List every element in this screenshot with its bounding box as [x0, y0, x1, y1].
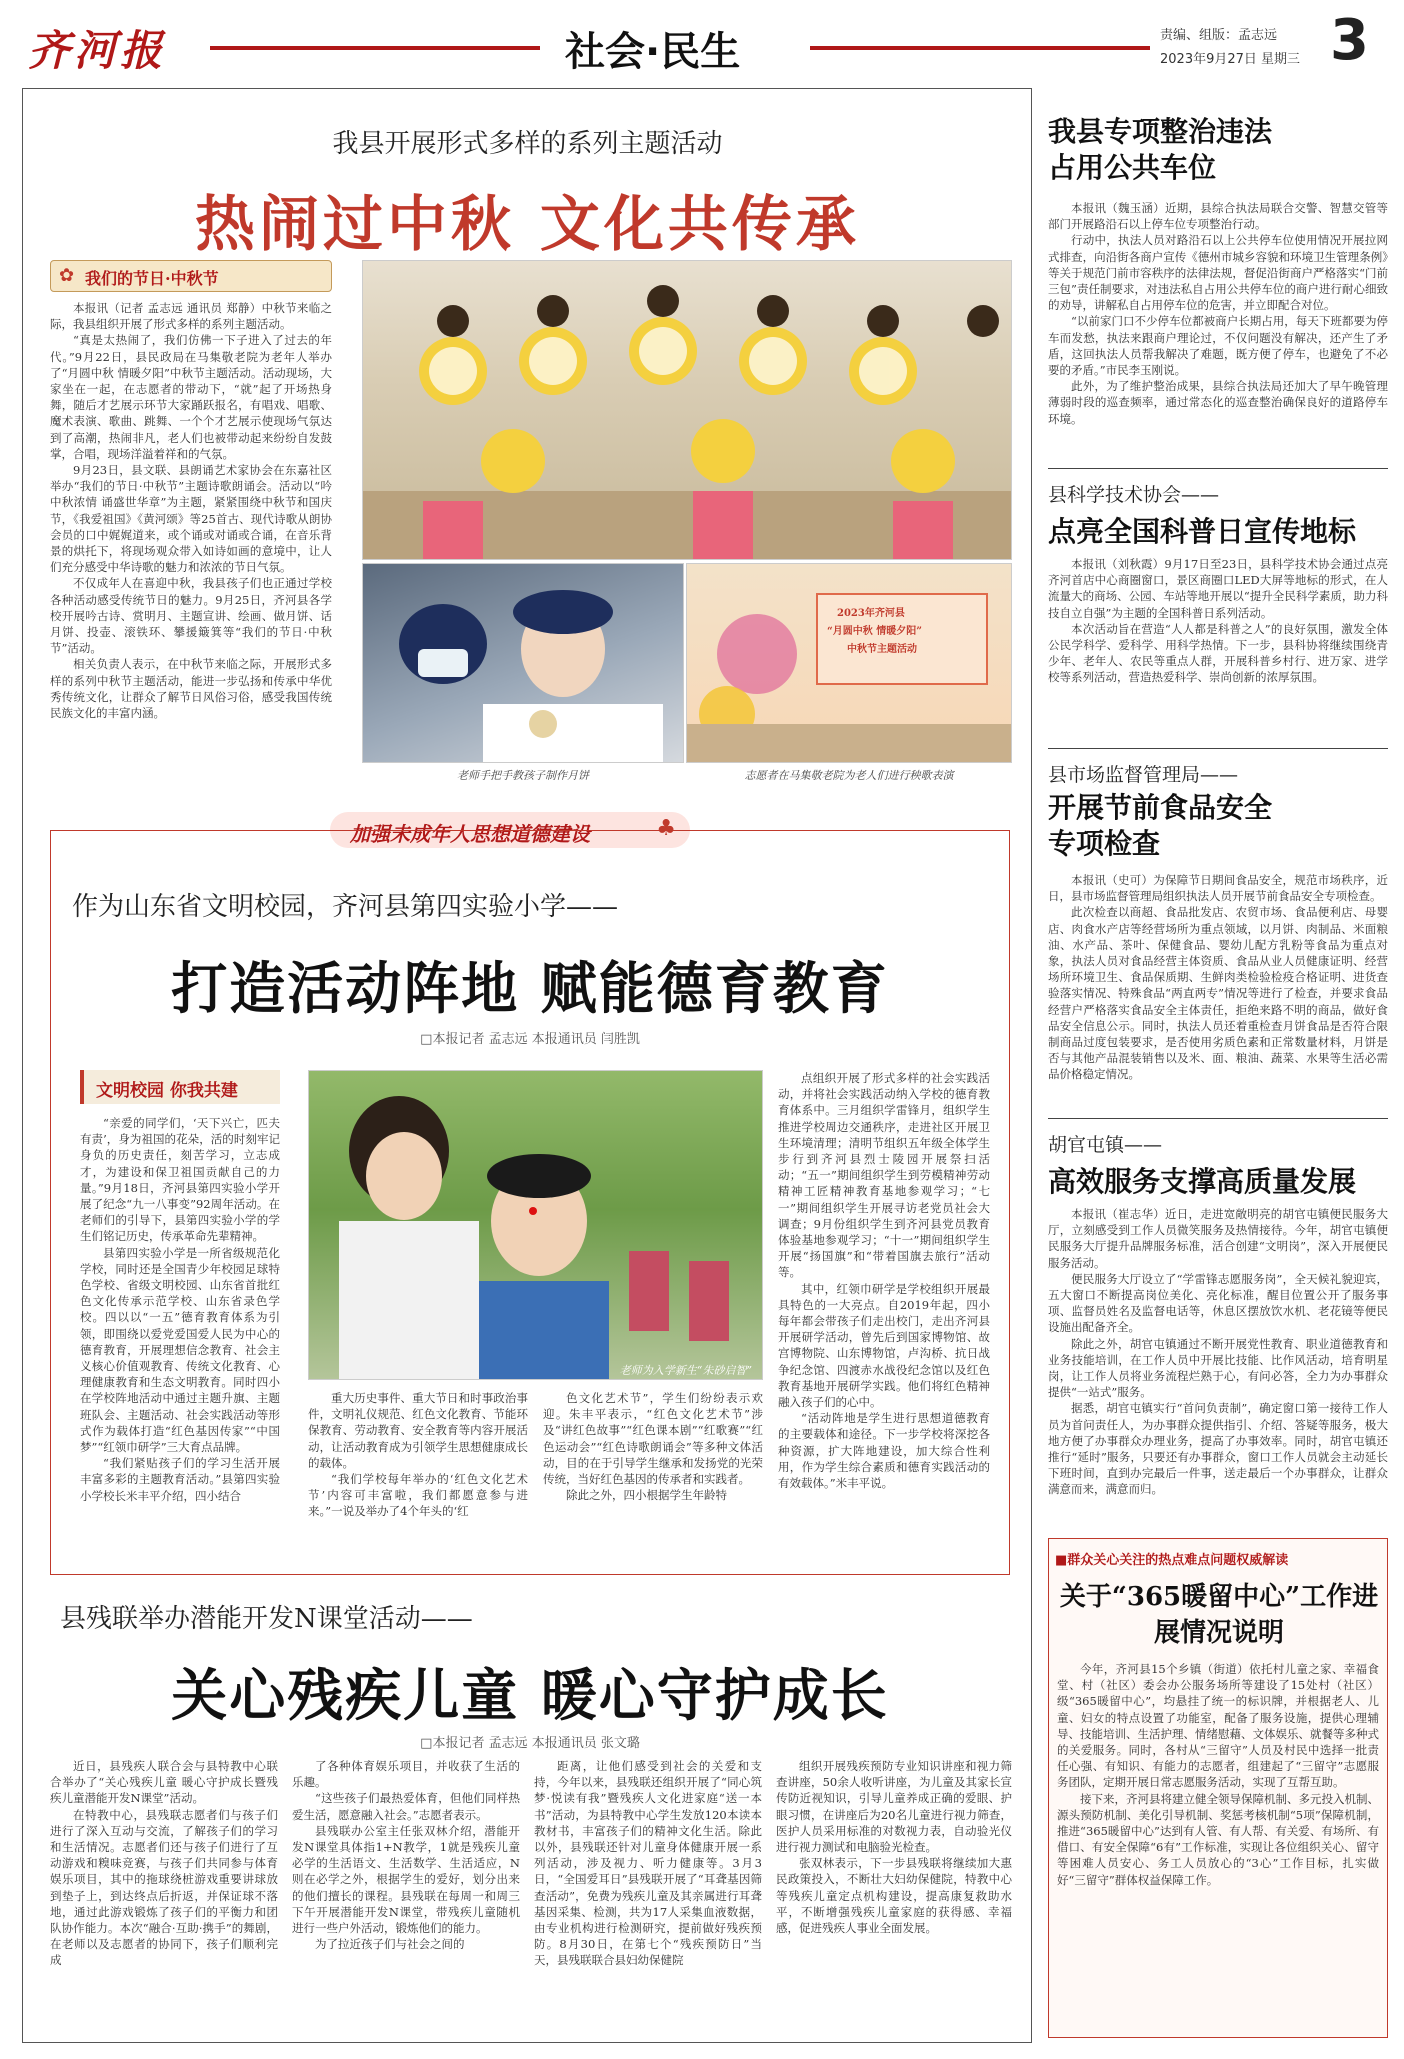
- body-paragraph: 本报讯（刘秋霞）9月17日至23日，县科学技术协会通过点亮齐河首店中心商圈窗口，景区商圈口LED大屏等地标的形式，在人流量大的商场、公园、车站等地开展以“提升全民科学素质，助力科技自立自强”为主题的全国科普日系列活动。: [1048, 557, 1388, 620]
- article-body-col3: [534, 1758, 762, 2036]
- photo-elderly-yangge-show: [686, 563, 1012, 763]
- article-body: [50, 300, 332, 790]
- brief-kicker: 县市场监督管理局——: [1048, 764, 1239, 786]
- body-paragraph: 行动中，执法人员对路沿石以上公共停车位使用情况开展拉网式排查，向沿街各商户宣传《德州市城乡容貌和环境卫生管理条例》等关于规范门前市容秩序的法律法规，督促沿街商户严格落实“门前三包”责任制要求，对违法私自占用公共停车位的商户进行耐心细致的劝导，讲解私自占用停车位的危害，并立即配合对位。: [1048, 233, 1388, 313]
- body-paragraph: 县第四实验小学是一所省级规范化学校，同时还是全国青少年校园足球特色学校、省级文明校园、山东省首批红色文化传承示范学校、山东省录色学校。四以以“一五”德育教育体系为引领，即围绕以爱党爱国爱人民为中心的德育教育，开展理想信念教育、社会主义核心价值观教育、传统文化教育、心理健康教育和生态文明教育。同时四小在学校阵地活动中通过主题升旗、主题班队会、主题活动、社会实践活动等形式作为载体打造“红色基因传家”“中国梦”“红领巾研学”三大育点品牌。: [80, 1245, 280, 1455]
- civility-badge: [80, 1070, 280, 1104]
- stage-banner-line1: 2023年齐河县: [837, 608, 905, 619]
- body-paragraph: 其中，红领巾研学是学校组织开展最具特色的一大亮点。自2019年起，四小每年都会带孩子们走出校门，走出齐河县开展研学活动，曾先后到国家博物馆、故宫博物院、山东博物馆，卢沟桥、抗日战争纪念馆、四渡赤水战役纪念馆以及红色教育基地开展研学实践。他们将红色精神融入孩子们的心中。: [778, 1281, 990, 1410]
- teacher-child-illustration: [363, 564, 684, 763]
- editor-credit: 责编、组版：孟志远: [1160, 28, 1278, 43]
- body-paragraph: 接下来，齐河县将建立健全领导保障机制、多元投入机制、源头预防机制、美化引导机制、奖惩考核机制“5项”保障机制，推进“365暖留中心”达到有人管、有人帮、有关爱、有场所、有借口、有安全保障“6有”工作标准，实现让各位组织关心、留守等困难人员安心、务工人员放心的“3心”工作目标，扎实做好“三留守”群体权益保障工作。: [1057, 1791, 1379, 1887]
- brief-parking: [1048, 88, 1388, 468]
- body-paragraph: “我们紧贴孩子们的学习生活开展丰富多彩的主题教育活动。”县第四实验小学校长米丰平介绍，四小结合: [80, 1456, 280, 1503]
- explainer-label: ■群众关心关注的热点难点问题权威解读: [1055, 1553, 1289, 1568]
- body-paragraph: 此外，为了维护整治成果，县综合执法局还加大了早午晚管理薄弱时段的巡查频率，通过常态化的巡查整治确保良好的道路停车环境。: [1048, 379, 1388, 426]
- article-byline: □本报记者 孟志远 本报通讯员 闫胜凯: [420, 1032, 640, 1047]
- body-paragraph: “以前家门口不少停车位都被商户长期占用，每天下班都要为停车而发愁，执法来跟商户理论过，不仅问题没有解决，还产生了矛盾，这回执法人员帮我解决了难题，既方便了停车，也避免了不必要的矛盾。”市民李玉刚说。: [1048, 314, 1388, 378]
- children-icon: ♣: [656, 816, 676, 841]
- article-kicker: 作为山东省文明校园，齐河县第四实验小学——: [72, 892, 619, 922]
- article-byline: □本报记者 孟志远 本报通讯员 张文璐: [420, 1736, 640, 1751]
- brief-headline: 点亮全国科普日宣传地标: [1048, 515, 1357, 548]
- brief-huguantun-service: [1048, 1126, 1388, 1536]
- body-paragraph: 色文化艺术节”，学生们纷纷表示欢迎。朱丰平表示，“红色文化艺术节”涉及“讲红色故事”“红色课本剧”“红歌赛”“红色运动会”“红色诗歌朗诵会”等多种文体活动，目的在于引导学生继承和发扬党的光荣传统，当好红色基因的传承者和实践者。: [543, 1391, 763, 1487]
- divider: [1048, 748, 1388, 749]
- body-paragraph: 此次检查以商超、食品批发店、农贸市场、食品便利店、母婴店、肉食水产店等经营场所为重点领域，以月饼、肉制品、米面粮油、水产品、茶叶、保健食品、婴幼儿配方乳粉等食品为重点对象，执法人员对食品经营主体资质、食品从业人员健康证明、经营场所环境卫生、食品保质期、生鲜肉类检验检疫合格证明、进货查验落实情况、特殊食品“两直两专”情况等进行了检查，并要求食品经营户严格落实食品安全主体责任，拒绝来路不明的商品，做好食品安全信息公示。同时，执法人员还着重检查月饼食品是否符合限制商品过度包装要求，是否使用劣质色素和正常数量材料，月饼是否与其他产品混装销售以及米、面、粮油、蔬菜、水果等生活必需品价格稳定情况。: [1048, 905, 1388, 1082]
- article-body-col2: [292, 1758, 520, 2036]
- body-paragraph: 不仅成年人在喜迎中秋，我县孩子们也正通过学校各种活动感受传统节日的魅力。9月25日，齐河县各学校开展吟古诗、赏明月、主题宣讲、绘画、做月饼、话月饼、投壶、滚铁环、攀援簸箕等“我们的节日·中秋节”活动。: [50, 576, 332, 656]
- body-paragraph: 县残联办公室主任张双林介绍，潜能开发N课堂具体指1+N教学，1就是残疾儿童必学的生活语文、生活数学、生活适应，N则在必学之外，根据学生的爱好，划分出来的他们擅长的课程。县残联在每周一和周三下午开展潜能开发N课堂，带残疾儿童随机进行一些户外活动，锻炼他们的能力。: [292, 1823, 520, 1936]
- body-paragraph: “我们学校每年举办的‘红色文化艺术节’内容可丰富啦，我们都愿意参与进来。”一说及举办了4个年头的‘红: [308, 1472, 528, 1519]
- body-paragraph: 本报讯（魏玉涵）近期，县综合执法局联合交警、智慧交管等部门开展路沿石以上停车位专项整治行动。: [1048, 201, 1388, 232]
- explainer-box: [1048, 1538, 1388, 2038]
- brief-body: [1048, 200, 1388, 462]
- body-paragraph: 距离，让他们感受到社会的关爱和支持，今年以来，县残联还组织开展了“同心筑梦·悦读有我”暨残疾人文化进家庭“送一本书”活动，为县特教中心学生发放120本读本教材书，丰富孩子们的精神文化生活。除此以外，县残联还针对儿童身体健康开展一系列活动，涉及视力、听力健康等。3月3日，“全国爱耳日”县残联开展了“耳聋基因筛查活动”，免费为残疾儿童及其亲属进行耳聋基因采集、检测，共为17人采集血液数据，由专业机构进行检测研究，提前做好残疾预防。8月30日，在第七个“残疾预防日”当天，县残联联合县妇幼保健院: [534, 1759, 762, 1968]
- article-disabled-children: [40, 1590, 1020, 2040]
- brief-headline: 我县专项整治违法占用公共车位: [1048, 115, 1273, 184]
- body-paragraph: 便民服务大厅设立了“学雷锋志愿服务岗”，全天候礼貌迎宾，五大窗口不断提高岗位美化、亮化标准，醒目位置公开了服务事项、监督员姓名及监督电话等，休息区摆放饮水机、老花镜等便民设施出配备齐全。: [1048, 1271, 1388, 1335]
- explainer-body: [1057, 1661, 1379, 2033]
- body-paragraph: 点组织开展了形式多样的社会实践活动，并将社会实践活动纳入学校的德育教育体系中。三月组织学雷锋月，组织学生推进学校周边交通秩序，走进社区开展卫生环境清理；清明节组织五年级全体学生步行到齐河县烈士陵园开展祭扫活动；“五一”期间组织学生到劳模精神劳动精神工匠精神教育基地参观学习；“七一”期间组织学生开展寻访老党员社会大调查；9月份组织学生到齐河县党员教育体验基地参观学习；“十一”期间组织学生开展“扬国旗”和“带着国旗去旅行”活动等。: [778, 1071, 990, 1280]
- section-title: 社会·民生: [565, 29, 741, 75]
- article-body-col2: [308, 1390, 528, 1565]
- article-headline: 关心残疾儿童 暖心守护成长: [171, 1663, 889, 1729]
- issue-date: 2023年9月27日 星期三: [1160, 52, 1301, 67]
- festival-badge-label: 我们的节日·中秋节: [85, 269, 219, 288]
- article-kicker: 县残联举办潜能开发N课堂活动——: [60, 1604, 473, 1634]
- stage-banner-line3: 中秋节主题活动: [847, 644, 917, 655]
- body-paragraph: “这些孩子们最热爱体育，但他们同样热爱生活，愿意融入社会。”志愿者表示。: [292, 1791, 520, 1822]
- article-body-col1: [50, 1758, 278, 2036]
- brief-body: [1048, 556, 1388, 741]
- article-headline: 热闹过中秋 文化共传承: [195, 190, 860, 260]
- body-paragraph: 近日，县残疾人联合会与县特教中心联合举办了“关心残疾儿童 暖心守护成长暨残疾儿童潜能开发N课堂”活动。: [50, 1759, 278, 1806]
- brief-headline: 开展节前食品安全专项检查: [1048, 791, 1273, 860]
- photo-teacher-student-cinnabar: [308, 1070, 763, 1380]
- stage-illustration: [687, 564, 1012, 763]
- body-paragraph: “真是太热闹了，我们仿佛一下子进入了过去的年代。”9月22日，县民政局在马集敬老院为老年人举办了“月圆中秋 情暖夕阳”中秋节主题活动。活动现场，大家坐在一起，在志愿者的带动下，“就”起了开场热身舞，随后才艺展示环节大家踊跃报名，有唱戏、唱歌、魔术表演、歌曲、跳舞、一个个才艺展示使现场气氛达到了高潮，热闹非凡，老人们也被带动起来纷纷自发鼓掌，合唱，现场洋溢着祥和的气氛。: [50, 333, 332, 461]
- page-number: 3: [1330, 8, 1369, 73]
- body-paragraph: 在特教中心，县残联志愿者们与孩子们进行了深入互动与交流，了解孩子们的学习和生活情况。志愿者们还与孩子们进行了互动游戏和糗味竞赛，与孩子们共同参与体育娱乐项目，其中的拖球绕桩游戏重要讲球放到垫子上，到达终点后折返，并保证球不落地，通过此游戏锻炼了孩子们的平衡力和团队协作能力。本次“融合·互助·携手”的舞剧，在老师以及志愿者的协同下，孩子们顺利完成: [50, 1807, 278, 1968]
- article-school: [60, 870, 1000, 1570]
- brief-headline: 高效服务支撑高质量发展: [1048, 1165, 1357, 1198]
- section-banner-label: 加强未成年人思想道德建设: [350, 822, 590, 846]
- article-body-col4: [776, 1758, 1012, 2036]
- right-column: [1048, 88, 1388, 2043]
- divider: [1048, 1118, 1388, 1119]
- body-paragraph: “亲爱的同学们，‘天下兴亡，匹夫有责’，身为祖国的花朵，活的时刻牢记身负的历史责任，刻苦学习，立志成才，为建设和保卫祖国贡献自己的力量。”9月18日，齐河县第四实验小学开展了纪念“九一八事变”92周年活动。在老师们的引导下，县第四实验小学的学生们铭记历史，传承革命先辈精神。: [80, 1116, 280, 1244]
- article-body-col4: [778, 1070, 990, 1565]
- body-paragraph: 组织开展残疾预防专业知识讲座和视力筛查讲座，50余人收听讲座，为儿童及其家长宣传防近视知识，引导儿童养成正确的爱眼、护眼习惯，在讲座后为20名儿童进行视力筛查，医护人员采用标准的对数视力表，自动验光仪进行视力测试和电脑验光检查。: [776, 1759, 1012, 1855]
- festival-badge: [50, 260, 332, 292]
- body-paragraph: 重大历史事件、重大节日和时事政治事件，文明礼仪规范、红色文化教育、节能环保教育、劳动教育、安全教育等内容开展活动，让活动教育成为引领学生思想健康成长的载体。: [308, 1391, 528, 1470]
- body-paragraph: 9月23日，县文联、县朗诵艺术家协会在东嘉社区举办“我们的节日·中秋节”主题诗歌朗诵会。活动以“吟中秋浓情 诵盛世华章”为主题，紧紧围绕中秋节和国庆节，《我爱祖国》《黄河颂》等25首古、现代诗歌从朗协会员的口中娓娓道来，或个诵或对诵或合诵，在音乐背景的烘托下，将现场观众带入如诗如画的意境中，让人们充分感受中华诗歌的魅力和浓浓的节日气氛。: [50, 463, 332, 575]
- article-body-col1: [80, 1115, 280, 1565]
- masthead-rule-left: [210, 46, 540, 50]
- children-group-illustration: [363, 261, 1012, 560]
- body-paragraph: 除此之外，胡官屯镇通过不断开展党性教育、职业道德教育和业务技能培训，在工作人员中开展比技能、比作风活动，培育明星岗，让工作人员将业务流程烂熟于心，有问必答，全力为办事群众提供“一站式”服务。: [1048, 1336, 1388, 1400]
- body-paragraph: 本报讯（崔志华）近日，走进宽敞明亮的胡官屯镇便民服务大厅，立刻感受到工作人员微笑服务及热情接待。今年，胡官屯镇便民服务大厅提升品牌服务标准，活合创建“文明岗”，深入开展便民服务活动。: [1048, 1207, 1388, 1270]
- masthead: [0, 0, 1404, 84]
- teacher-student-illustration: [309, 1071, 763, 1380]
- body-paragraph: “活动阵地是学生进行思想道德教育的主要载体和途径。下一步学校将深挖各种资源，扩大阵地建设，加大综合性利用，作为学生综合素质和德育实践活动的有效载体。”米丰平说。: [778, 1411, 990, 1491]
- article-body-col3: [543, 1390, 763, 1565]
- body-paragraph: 了各种体育娱乐项目，并收获了生活的乐趣。: [292, 1759, 520, 1790]
- body-paragraph: 本报讯（史可）为保障节日期间食品安全，规范市场秩序，近日，县市场监督管理局组织执法人员开展节前食品安全专项检查。: [1048, 873, 1388, 904]
- photo-caption: 老师为入学新生“朱砂启智”: [619, 1364, 752, 1377]
- lantern-icon: ✿: [59, 265, 75, 286]
- body-paragraph: 为了拉近孩子们与社会之间的: [315, 1937, 465, 1952]
- photo-children-mooncake-art: [362, 260, 1012, 560]
- brief-kicker: 胡官屯镇——: [1048, 1134, 1163, 1156]
- civility-badge-label: 文明校园 你我共建: [96, 1081, 238, 1101]
- stage-banner-line2: “月圆中秋 情暖夕阳”: [827, 626, 922, 637]
- body-paragraph: 今年，齐河县15个乡镇（街道）依托村儿童之家、幸福食堂、村（社区）委会办公服务场所等建设了15处村（社区）级“365暖留中心”，均悬挂了统一的标识牌，并根据老人、儿童、妇女的特点设置了功能室，配备了服务设施，提供心理辅导、技能培训、生活护理、情绪慰藉、文体娱乐、就餐等多种式的关爱服务。同时，各村从“三留守”人员及村民中选择一批责任心强、有知识、有能力的志愿者，组建起了“三留守”志愿服务团队，定期开展日常志愿服务活动，实现了互帮互助。: [1057, 1662, 1379, 1790]
- body-paragraph: 据悉，胡官屯镇实行“首问负责制”，确定窗口第一接待工作人员为首问责任人，为办事群众提供指引、介绍、答疑等服务，极大地方便了办事群众办理业务，提高了办事效率。同时，胡官屯镇还推行“延时”服务，只要还有办事群众，窗口工作人员就会主动延长下班时间，直到办完最后一件事，送走最后一个办事群众，让群众满意而来，满意而归。: [1048, 1401, 1388, 1497]
- photo-caption: 老师手把手教孩子制作月饼: [457, 769, 589, 782]
- photo-caption: 志愿者在马集敬老院为老人们进行秧歌表演: [744, 769, 954, 782]
- brief-body: [1048, 1206, 1388, 1532]
- masthead-rule-right: [810, 46, 1150, 50]
- body-paragraph: 张双林表示，下一步县残联将继续加大惠民政策投入，不断壮大妇幼保健院，特教中心等残疾儿童定点机构建设，提高康复救助水平，不断增强残疾儿童家庭的获得感、幸福感，促进残疾人事业全面发展。: [776, 1856, 1012, 1936]
- photo-teacher-child-mooncake: [362, 563, 684, 763]
- article-headline: 打造活动阵地 赋能德育教育: [171, 956, 889, 1022]
- article-midautumn: [30, 95, 1025, 795]
- newspaper-logo: 齐河报: [28, 26, 167, 75]
- article-kicker: 我县开展形式多样的系列主题活动: [332, 129, 723, 159]
- body-paragraph: 本次活动旨在营造“人人都是科普之人”的良好氛围，激发全体公民学科学、爱科学、用科学热情。下一步，县科协将继续围绕青少年、老年人、农民等重点人群，开展科普乡村行、进万家、进学校等系列活动，营造热爱科学、崇尚创新的浓厚氛围。: [1048, 621, 1388, 685]
- brief-kicker: 县科学技术协会——: [1048, 484, 1220, 506]
- body-paragraph: 本报讯（记者 孟志远 通讯员 郑静）中秋节来临之际，我县组织开展了形式多样的系列主题活动。: [50, 301, 332, 332]
- body-paragraph: 除此之外，四小根据学生年龄特: [566, 1488, 727, 1503]
- explainer-headline: 关于“365暖留中心”工作进展情况说明: [1059, 1582, 1379, 1648]
- body-paragraph: 相关负责人表示，在中秋节来临之际，开展形式多样的系列中秋节主题活动，能进一步弘扬和传承中华优秀传统文化，让群众了解节日风俗习俗，感受我国传统民族文化的丰富内涵。: [50, 657, 332, 721]
- divider: [1048, 468, 1388, 469]
